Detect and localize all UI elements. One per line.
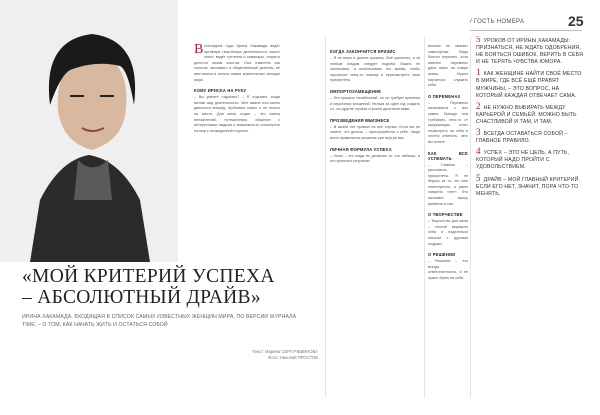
text-credit: Текст: Марина СЕРГУЧЕВИНОВА: [252, 349, 318, 354]
column-divider: [470, 36, 471, 398]
quote-number: 5: [476, 172, 481, 183]
section-rubric: / ГОСТЬ НОМЕРА: [470, 18, 525, 25]
quote-number: 4: [476, 146, 481, 157]
photo-credit: Фото: Николай ПРОСТОВ: [268, 355, 318, 360]
header-rule: [470, 30, 582, 31]
paragraph: – Решение – это всегда ответственность, и её нужно брать на себя.: [428, 259, 468, 280]
paragraph: многим не хватает самооценки. Люди боятся перемен, хотя именно перемены дают шанс на новую жизнь. Нужно научиться слушать себя.: [428, 44, 468, 88]
quote-item: [476, 100, 584, 126]
article-lead: ИРИНА ХАКАМАДА, ВХОДЯЩАЯ В СПИСОК САМЫХ ИЗВЕСТНЫХ ЖЕНЩИН МИРА, ПО ВЕРСИИ ЖУРНАЛА TIME, – О ТОМ, КАК НАЧАТЬ ЖИТЬ И ОСТАТЬСЯ СОБОЙ: [22, 314, 297, 328]
quote-item: [476, 36, 584, 66]
quote-text: НЕ НУЖНО ВЫБИРАТЬ МЕЖДУ КАРЬЕРОЙ И СЕМЬЁЙ: МОЖНО БЫТЬ СЧАСТЛИВОЙ И ТАМ, И ТАМ.: [476, 104, 577, 125]
article-headline: [22, 266, 275, 308]
paragraph: – Я не верю в долгие кризисы. Всё циклично, и за любым спадом следует подъём. Важно не паниковать, а использовать это время, чтобы научиться чему-то новому и пересмотреть свои приоритеты.: [330, 56, 420, 83]
article-column-3: [428, 44, 468, 396]
section-heading: О ТВОРЧЕСТВЕ: [428, 212, 463, 218]
section-heading: КАК ВСЕ УСПЕВАТЬ: [428, 150, 468, 161]
section-heading: О ПЕРЕМЕНАХ: [428, 93, 461, 99]
column-divider: [424, 36, 425, 398]
section-heading: ИМПОРТОЗАМЕЩЕНИЕ: [330, 88, 382, 94]
quote-number: 3: [476, 127, 481, 138]
paragraph: – Творчество для меня – способ выразить себя и поделиться опытом с другими людьми.: [428, 219, 468, 246]
quote-item: [476, 172, 584, 198]
quote-number: 5: [476, 36, 481, 44]
section-heading: ЛИЧНАЯ ФОРМУЛА УСПЕХА: [330, 146, 392, 152]
quote-number: 2: [476, 100, 481, 111]
paragraph: – Перемены начинаются с вас самих. Прежде чем требовать чего-то от окружающих, стоит посмотреть на себя и честно ответить, чего вы хотите.: [428, 100, 468, 144]
headline-line-1: «МОЙ КРИТЕРИЙ УСПЕХА: [22, 266, 275, 287]
article-column-2: [330, 44, 420, 396]
article-column-1: [194, 44, 280, 209]
portrait-photo: [0, 0, 178, 262]
quote-text: УСПЕХ – ЭТО НЕ ЦЕЛЬ, А ПУТЬ, КОТОРЫЙ НАДО ПРОЙТИ С УДОВОЛЬСТВИЕМ.: [476, 150, 570, 171]
quote-text: ДРАЙВ – МОЙ ГЛАВНЫЙ КРИТЕРИЙ. ЕСЛИ ЕГО НЕТ, ЗНАЧИТ, ПОРА ЧТО-ТО МЕНЯТЬ.: [476, 176, 581, 197]
headline-line-2: – АБСОЛЮТНЫЙ ДРАЙВ»: [22, 287, 261, 308]
article-credits: [228, 349, 318, 361]
paragraph: – Это процесс неизбежный, но он требует времени и серьёзных вложений. Нельзя за один год создать то, что другие страны строили десятилетиями.: [330, 95, 420, 112]
drop-cap: В: [194, 44, 204, 57]
paragraph: – Главное – расставить приоритеты. Я не берусь за то, что мне неинтересно, и умею говорить «нет». Это экономит массу времени и сил.: [428, 162, 468, 206]
quote-text: ВСЕГДА ОСТАВАТЬСЯ СОБОЙ – ГЛАВНОЕ ПРАВИЛО.: [476, 131, 568, 145]
sidebar-quotes: [476, 36, 584, 201]
quote-text: УРОКОВ ОТ ИРИНЫ ХАКАМАДЫ: ПРИЗНАТЬСЯ, НЕ ЖДАТЬ ОДОБРЕНИЯ, НЕ БОЯТЬСЯ ОШИБОК, ВЕРИТЬ В СЕБЯ И НЕ ТЕРЯТЬ ЧУВСТВА ЮМОРА.: [476, 38, 583, 66]
section-heading: КОМУ ИРИСКА НА РУКУ: [194, 88, 247, 94]
quote-item: [476, 69, 584, 99]
paragraph: – В жизни нет правил на все случаи. Если вы не знаете, что делать, – прислушайтесь к себе. Чаще всего правильное решение уже внутри вас.: [330, 124, 420, 140]
paragraph: – Успех – это когда ты делаешь то, что любишь, и это приносит результат.: [330, 153, 420, 164]
page-number: 25: [568, 13, 584, 29]
section-heading: ПРОЗВЕДЕНИЯ ВБИЗНЕСЕ: [330, 117, 390, 123]
section-heading: О РЕШЕНИИ: [428, 252, 456, 258]
column-divider: [325, 36, 326, 398]
quote-text: КАК ЖЕНЩИНЕ НАЙТИ СВОЁ МЕСТО В МИРЕ, ГДЕ ВСЁ ЕЩЁ ПРАВЯТ МУЖЧИНЫ, – ЭТО ВОПРОС, НА КОТОРЫЙ КАЖДАЯ ОТВЕЧАЕТ САМА.: [476, 71, 582, 99]
quote-number: 1: [476, 67, 481, 78]
quote-item: [476, 148, 584, 171]
paragraph: – Вы умеете отдыхать? – Я отдыхаю, когда меняю вид деятельности. Мне важно постоянно двигаться вперёд, пробовать новое и не стоять на месте. Для меня отдых – это смена впечатлений, путешествия, общение с интересными людьми и возможность посмотреть на мир с неожиданной стороны.: [194, 95, 280, 133]
quote-item: [476, 129, 584, 145]
intro-paragraph: последние годы Ирина Хакамада ведёт активную творческую деятельность: пишет книги, ведёт тренинги и семинары, открыто делится своим опытом. Она известна как политик, экономист и общественный деятель, её имя вошло в список самых влиятельных женщин мира.: [194, 44, 280, 82]
section-heading: КОГДА ЗАКОНЧИТСЯ КРИЗИС: [330, 49, 396, 54]
